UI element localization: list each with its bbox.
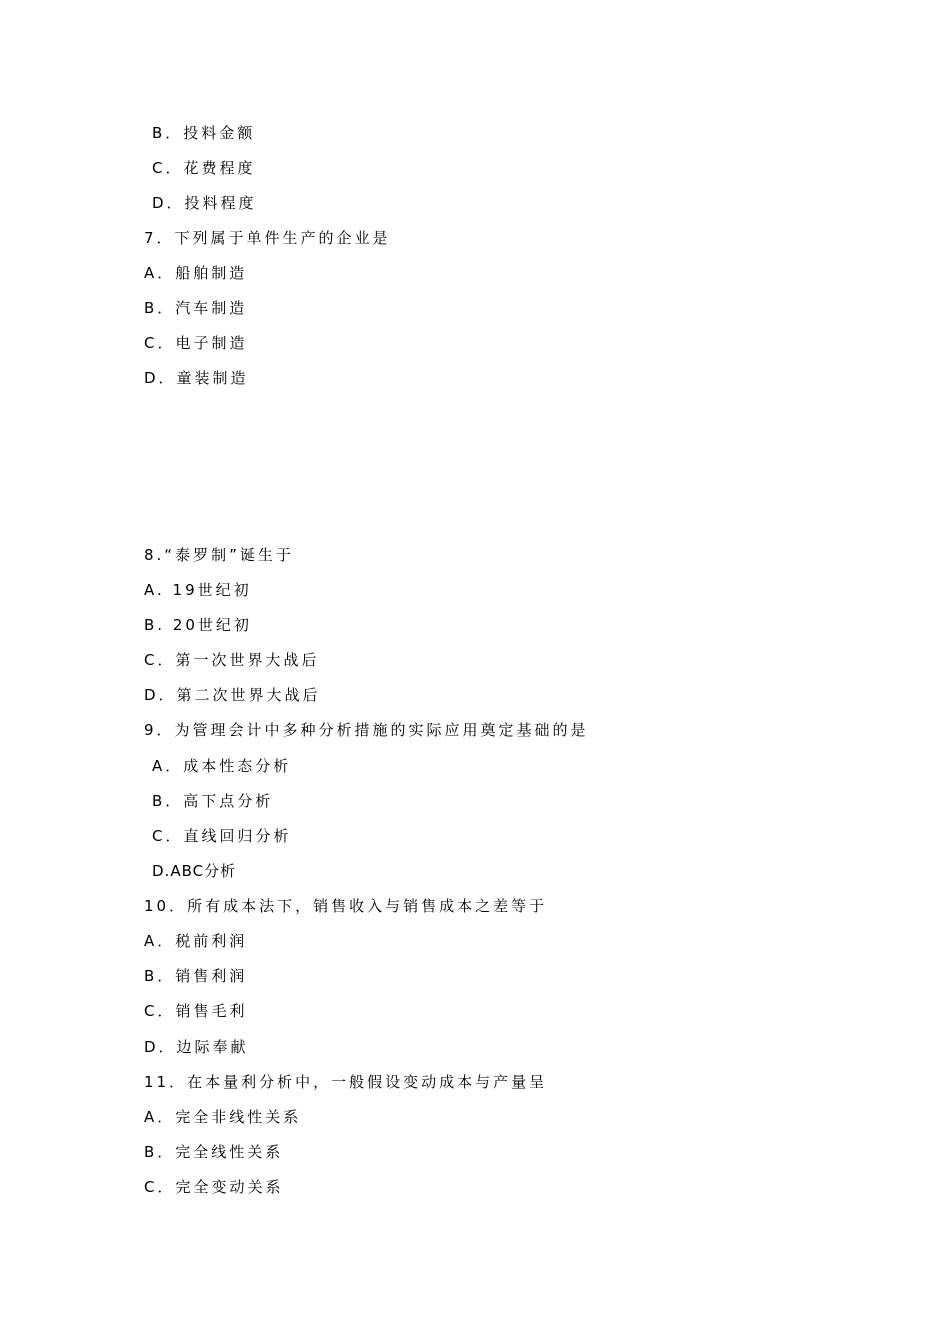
option-8d: D．第二次世界大战后 xyxy=(144,686,321,704)
option-10a: A．税前利润 xyxy=(144,932,248,950)
option-11c: C．完全变动关系 xyxy=(144,1178,284,1196)
option-9c: C．直线回归分析 xyxy=(152,827,292,845)
question-7: 7．下列属于单件生产的企业是 xyxy=(144,229,391,247)
option-7c: C．电子制造 xyxy=(144,334,248,352)
question-11: 11．在本量利分析中，一般假设变动成本与产量呈 xyxy=(144,1073,548,1091)
question-9: 9．为管理会计中多种分析措施的实际应用奠定基础的是 xyxy=(144,721,589,739)
option-8b: B. 20世纪初 xyxy=(144,616,252,634)
option-9a: A．成本性态分析 xyxy=(152,757,292,775)
option-7b: B．汽车制造 xyxy=(144,299,248,317)
question-10: 10．所有成本法下，销售收入与销售成本之差等于 xyxy=(144,897,548,915)
option-6d: D．投料程度 xyxy=(152,194,257,212)
option-6b: B．投料金额 xyxy=(152,124,256,142)
option-9d: D.ABC分析 xyxy=(152,862,237,880)
option-8a: A. 19世纪初 xyxy=(144,581,252,599)
option-11a: A．完全非线性关系 xyxy=(144,1108,302,1126)
option-6c: C．花费程度 xyxy=(152,159,256,177)
option-8c: C．第一次世界大战后 xyxy=(144,651,320,669)
question-8: 8.“泰罗制”诞生于 xyxy=(144,546,294,564)
option-7a: A．船舶制造 xyxy=(144,264,248,282)
option-10d: D．边际奉献 xyxy=(144,1038,249,1056)
option-10b: B．销售利润 xyxy=(144,967,248,985)
option-11b: B．完全线性关系 xyxy=(144,1143,284,1161)
option-10c: C．销售毛利 xyxy=(144,1002,248,1020)
option-7d: D．童装制造 xyxy=(144,369,249,387)
option-9b: B．高下点分析 xyxy=(152,792,274,810)
